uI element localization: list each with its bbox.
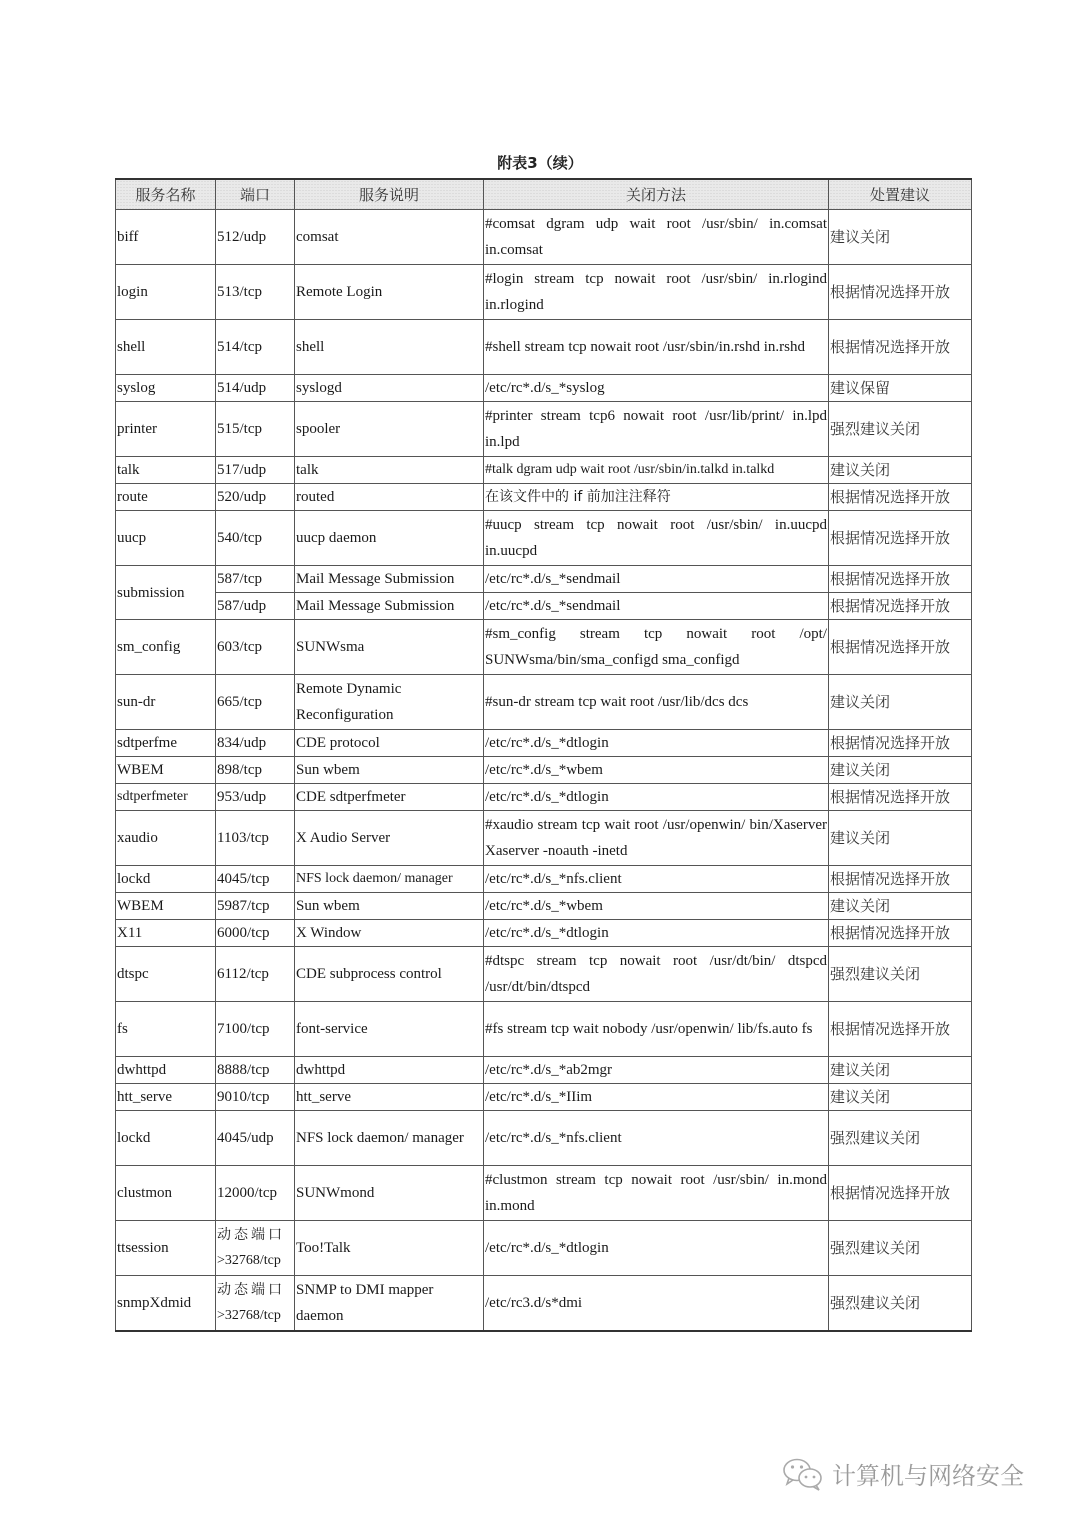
cell-method: #comsat dgram udp wait root /usr/sbin/ in.comsat in.comsat — [484, 210, 829, 265]
cell-desc: NFS lock daemon/ manager — [295, 866, 484, 893]
cell-desc: uucp daemon — [295, 511, 484, 566]
cell-method: #login stream tcp nowait root /usr/sbin/ in.rlogind in.rlogind — [484, 265, 829, 320]
header-service-desc: 服务说明 — [295, 179, 484, 210]
cell-port: 6000/tcp — [216, 920, 295, 947]
cell-service: biff — [116, 210, 216, 265]
cell-desc: X Audio Server — [295, 811, 484, 866]
cell-desc: CDE sdtperfmeter — [295, 784, 484, 811]
table-row — [116, 620, 972, 675]
cell-service: sdtperfmeter — [116, 784, 216, 811]
table-row — [116, 402, 972, 457]
cell-advice: 根据情况选择开放 — [829, 1002, 972, 1057]
cell-desc: Remote Login — [295, 265, 484, 320]
cell-desc: SUNWmond — [295, 1166, 484, 1221]
cell-advice: 根据情况选择开放 — [829, 730, 972, 757]
cell-port: 587/udp — [216, 593, 295, 620]
table-row — [116, 593, 972, 620]
cell-service: syslog — [116, 375, 216, 402]
cell-method: /etc/rc*.d/s_*syslog — [484, 375, 829, 402]
cell-advice: 根据情况选择开放 — [829, 920, 972, 947]
cell-advice: 强烈建议关闭 — [829, 402, 972, 457]
cell-service: ttsession — [116, 1221, 216, 1276]
cell-desc: X Window — [295, 920, 484, 947]
cell-desc: Mail Message Submission — [295, 566, 484, 593]
cell-port: 513/tcp — [216, 265, 295, 320]
port-service-table — [115, 178, 972, 1332]
port-value: >32768/tcp — [217, 1308, 281, 1323]
cell-port: 834/udp — [216, 730, 295, 757]
cell-desc: Sun wbem — [295, 757, 484, 784]
cell-advice: 根据情况选择开放 — [829, 620, 972, 675]
cell-advice: 根据情况选择开放 — [829, 866, 972, 893]
cell-port: 515/tcp — [216, 402, 295, 457]
cell-advice: 根据情况选择开放 — [829, 484, 972, 511]
port-prefix: 动态端口 — [217, 1227, 285, 1243]
cell-service: xaudio — [116, 811, 216, 866]
cell-port: 517/udp — [216, 457, 295, 484]
cell-service: htt_serve — [116, 1084, 216, 1111]
cell-method: /etc/rc*.d/s_*IIim — [484, 1084, 829, 1111]
cell-service: login — [116, 265, 216, 320]
cell-port: 6112/tcp — [216, 947, 295, 1002]
cell-port: 514/udp — [216, 375, 295, 402]
table-row — [116, 511, 972, 566]
cell-service: lockd — [116, 1111, 216, 1166]
cell-method: /etc/rc*.d/s_*wbem — [484, 757, 829, 784]
cell-service: WBEM — [116, 757, 216, 784]
cell-advice: 根据情况选择开放 — [829, 1166, 972, 1221]
table-row — [116, 1057, 972, 1084]
cell-method: /etc/rc*.d/s_*dtlogin — [484, 1221, 829, 1276]
cell-advice: 根据情况选择开放 — [829, 511, 972, 566]
table-row — [116, 784, 972, 811]
cell-service: dwhttpd — [116, 1057, 216, 1084]
cell-advice: 强烈建议关闭 — [829, 1111, 972, 1166]
cell-desc: Too!Talk — [295, 1221, 484, 1276]
cell-method: #dtspc stream tcp nowait root /usr/dt/bin/ dtspcd /usr/dt/bin/dtspcd — [484, 947, 829, 1002]
cell-desc: syslogd — [295, 375, 484, 402]
cell-method: /etc/rc*.d/s_*wbem — [484, 893, 829, 920]
table-caption: 附表3（续） — [497, 154, 583, 172]
cell-port: 953/udp — [216, 784, 295, 811]
cell-desc: spooler — [295, 402, 484, 457]
table-row — [116, 375, 972, 402]
cell-method: /etc/rc*.d/s_*dtlogin — [484, 730, 829, 757]
table-row — [116, 1221, 972, 1276]
cell-advice: 根据情况选择开放 — [829, 320, 972, 375]
cell-desc: SNMP to DMI mapper daemon — [295, 1276, 484, 1332]
cell-service: submission — [116, 566, 216, 620]
cell-service: fs — [116, 1002, 216, 1057]
cell-service: WBEM — [116, 893, 216, 920]
cell-desc: NFS lock daemon/ manager — [295, 1111, 484, 1166]
cell-advice: 建议关闭 — [829, 1084, 972, 1111]
cell-service: X11 — [116, 920, 216, 947]
cell-advice: 建议关闭 — [829, 1057, 972, 1084]
cell-method: /etc/rc3.d/s*dmi — [484, 1276, 829, 1332]
cell-port — [216, 1221, 295, 1276]
cell-method: /etc/rc*.d/s_*ab2mgr — [484, 1057, 829, 1084]
table-row — [116, 866, 972, 893]
cell-desc: SUNWsma — [295, 620, 484, 675]
cell-service: shell — [116, 320, 216, 375]
header-service-name: 服务名称 — [116, 179, 216, 210]
cell-advice: 根据情况选择开放 — [829, 265, 972, 320]
cell-method: #talk dgram udp wait root /usr/sbin/in.talkd in.talkd — [484, 457, 829, 484]
cell-desc: shell — [295, 320, 484, 375]
cell-desc: htt_serve — [295, 1084, 484, 1111]
watermark-text: 计算机与网络安全 — [832, 1462, 1024, 1490]
cell-port: 520/udp — [216, 484, 295, 511]
table-row — [116, 457, 972, 484]
cell-method: #uucp stream tcp nowait root /usr/sbin/ in.uucpd in.uucpd — [484, 511, 829, 566]
cell-port: 8888/tcp — [216, 1057, 295, 1084]
cell-advice: 建议关闭 — [829, 210, 972, 265]
header-close-method: 关闭方法 — [484, 179, 829, 210]
cell-advice: 强烈建议关闭 — [829, 1221, 972, 1276]
cell-advice: 建议保留 — [829, 375, 972, 402]
cell-advice: 根据情况选择开放 — [829, 593, 972, 620]
table-row — [116, 730, 972, 757]
cell-port: 9010/tcp — [216, 1084, 295, 1111]
cell-desc: talk — [295, 457, 484, 484]
cell-desc: CDE protocol — [295, 730, 484, 757]
cell-desc: dwhttpd — [295, 1057, 484, 1084]
table-row — [116, 811, 972, 866]
port-value: >32768/tcp — [217, 1253, 281, 1268]
cell-method: /etc/rc*.d/s_*nfs.client — [484, 1111, 829, 1166]
table-row — [116, 1111, 972, 1166]
cell-service: talk — [116, 457, 216, 484]
header-advice: 处置建议 — [829, 179, 972, 210]
cell-advice: 建议关闭 — [829, 811, 972, 866]
cell-desc: Sun wbem — [295, 893, 484, 920]
cell-port: 665/tcp — [216, 675, 295, 730]
cell-port: 512/udp — [216, 210, 295, 265]
table-row — [116, 320, 972, 375]
cell-method: /etc/rc*.d/s_*dtlogin — [484, 784, 829, 811]
cell-method: /etc/rc*.d/s_*nfs.client — [484, 866, 829, 893]
cell-port: 4045/tcp — [216, 866, 295, 893]
cell-method: #shell stream tcp nowait root /usr/sbin/in.rshd in.rshd — [484, 320, 829, 375]
cell-port: 12000/tcp — [216, 1166, 295, 1221]
cell-method: #sm_config stream tcp nowait root /opt/ SUNWsma/bin/sma_configd sma_configd — [484, 620, 829, 675]
table-row — [116, 1084, 972, 1111]
cell-service: lockd — [116, 866, 216, 893]
cell-port: 540/tcp — [216, 511, 295, 566]
wechat-icon — [782, 1457, 824, 1491]
cell-service: uucp — [116, 511, 216, 566]
cell-advice: 强烈建议关闭 — [829, 1276, 972, 1332]
table-row — [116, 757, 972, 784]
table-row — [116, 893, 972, 920]
cell-method: #printer stream tcp6 nowait root /usr/lib/print/ in.lpd in.lpd — [484, 402, 829, 457]
cell-port: 603/tcp — [216, 620, 295, 675]
port-prefix: 动态端口 — [217, 1282, 285, 1298]
cell-port: 514/tcp — [216, 320, 295, 375]
cell-advice: 强烈建议关闭 — [829, 947, 972, 1002]
header-port: 端口 — [216, 179, 295, 210]
watermark — [782, 1456, 1024, 1491]
table-row — [116, 566, 972, 593]
cell-advice: 根据情况选择开放 — [829, 784, 972, 811]
table-row — [116, 265, 972, 320]
table-row — [116, 210, 972, 265]
cell-method: /etc/rc*.d/s_*sendmail — [484, 593, 829, 620]
cell-advice: 建议关闭 — [829, 675, 972, 730]
cell-desc: Remote Dynamic Reconfiguration — [295, 675, 484, 730]
cell-method: 在该文件中的 if 前加注注释符 — [484, 484, 829, 511]
cell-service: sdtperfme — [116, 730, 216, 757]
cell-port — [216, 1276, 295, 1332]
cell-service: printer — [116, 402, 216, 457]
table-row — [116, 1276, 972, 1332]
cell-service: snmpXdmid — [116, 1276, 216, 1332]
table-row — [116, 675, 972, 730]
table-row — [116, 484, 972, 511]
cell-desc: Mail Message Submission — [295, 593, 484, 620]
cell-advice: 建议关闭 — [829, 757, 972, 784]
cell-method: /etc/rc*.d/s_*sendmail — [484, 566, 829, 593]
table-row — [116, 1002, 972, 1057]
cell-port: 5987/tcp — [216, 893, 295, 920]
cell-service: sm_config — [116, 620, 216, 675]
cell-desc: comsat — [295, 210, 484, 265]
cell-method: #sun-dr stream tcp wait root /usr/lib/dcs dcs — [484, 675, 829, 730]
table-header-row — [116, 179, 972, 210]
cell-service: clustmon — [116, 1166, 216, 1221]
cell-port: 1103/tcp — [216, 811, 295, 866]
cell-advice: 根据情况选择开放 — [829, 566, 972, 593]
cell-desc: routed — [295, 484, 484, 511]
cell-method: #clustmon stream tcp nowait root /usr/sbin/ in.mond in.mond — [484, 1166, 829, 1221]
cell-port: 4045/udp — [216, 1111, 295, 1166]
cell-service: route — [116, 484, 216, 511]
cell-port: 898/tcp — [216, 757, 295, 784]
cell-port: 587/tcp — [216, 566, 295, 593]
cell-advice: 建议关闭 — [829, 457, 972, 484]
cell-method: /etc/rc*.d/s_*dtlogin — [484, 920, 829, 947]
cell-method: #xaudio stream tcp wait root /usr/openwin/ bin/Xaserver Xaserver -noauth -inetd — [484, 811, 829, 866]
cell-method: #fs stream tcp wait nobody /usr/openwin/ lib/fs.auto fs — [484, 1002, 829, 1057]
cell-service: sun-dr — [116, 675, 216, 730]
table-row — [116, 920, 972, 947]
cell-service: dtspc — [116, 947, 216, 1002]
cell-desc: font-service — [295, 1002, 484, 1057]
table-row — [116, 1166, 972, 1221]
cell-port: 7100/tcp — [216, 1002, 295, 1057]
table-row — [116, 947, 972, 1002]
cell-desc: CDE subprocess control — [295, 947, 484, 1002]
cell-advice: 建议关闭 — [829, 893, 972, 920]
